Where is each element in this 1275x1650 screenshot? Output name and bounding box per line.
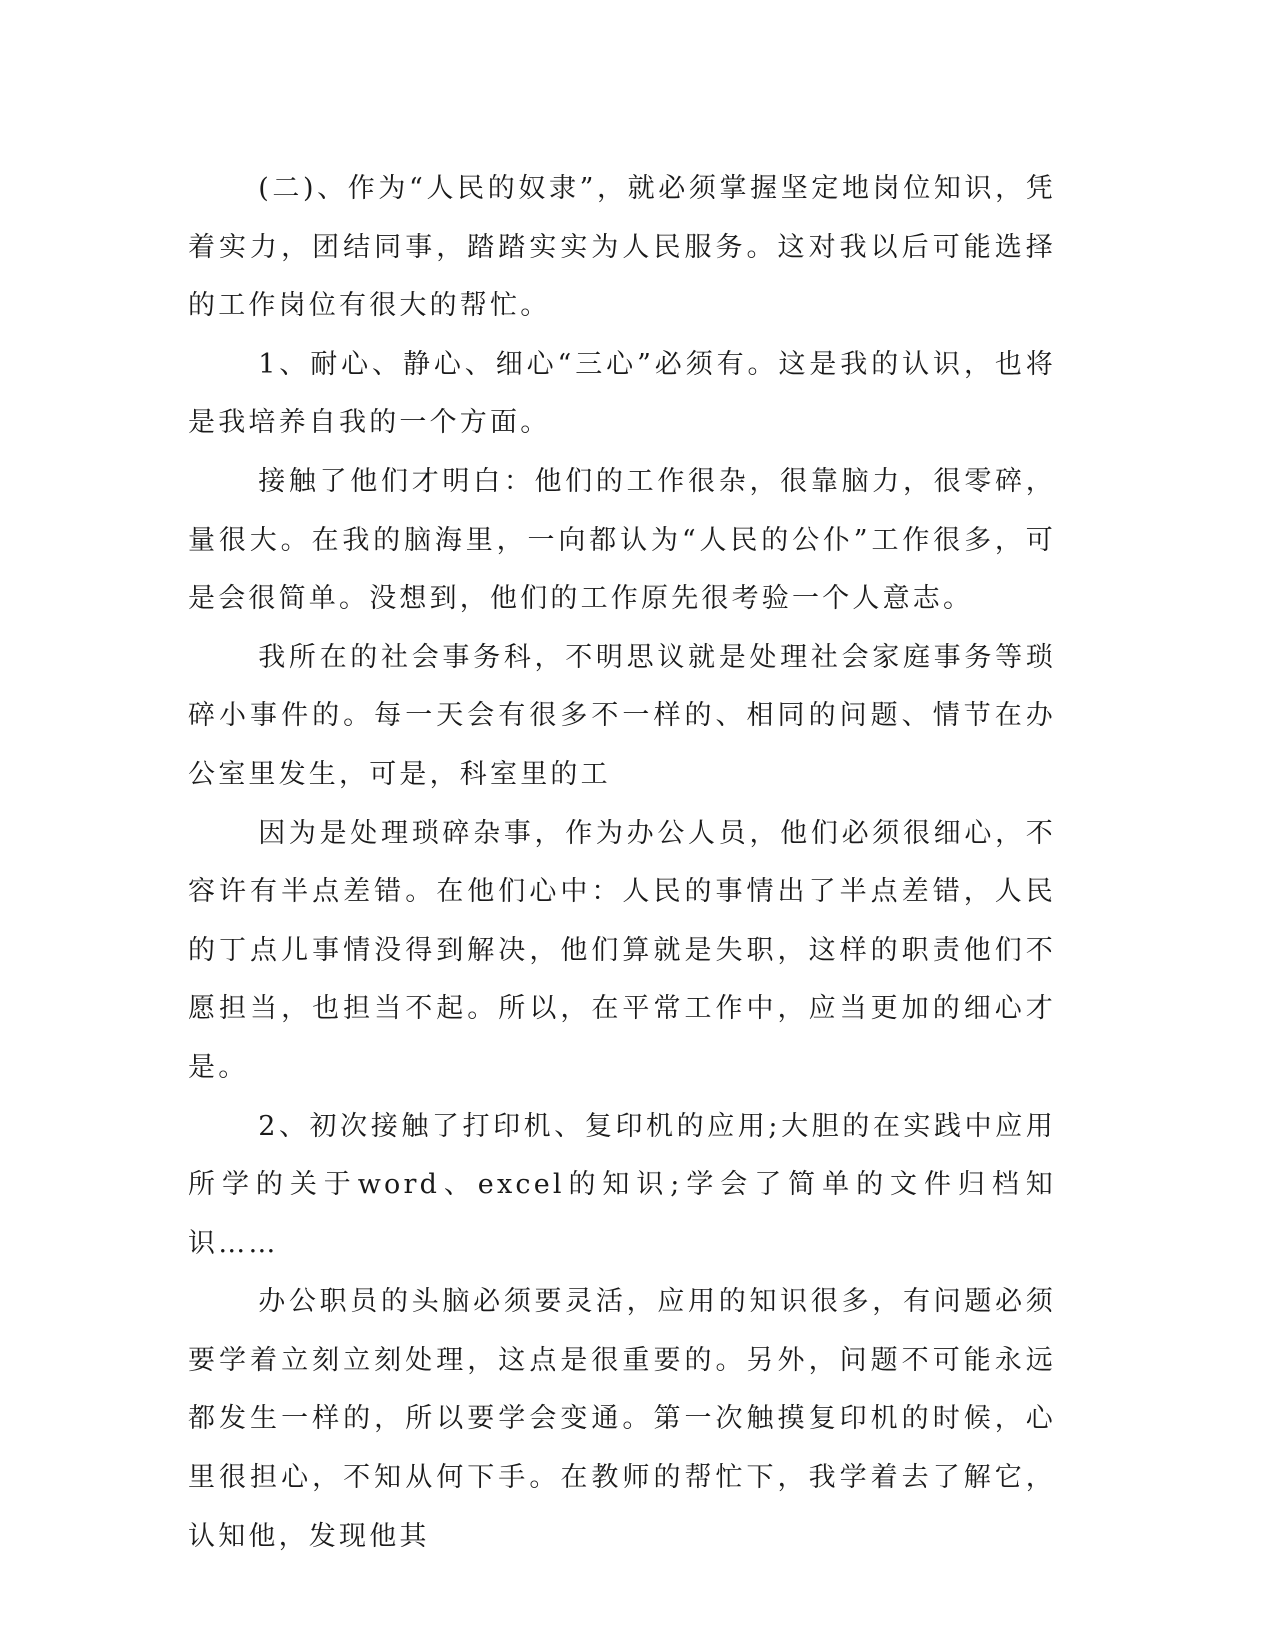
paragraph-7: 办公职员的头脑必须要灵活，应用的知识很多，有问题必须要学着立刻立刻处理，这点是很重要的。另外，问题不可能永远都发生一样的，所以要学会变通。第一次触摸复印机的时候，心里很担心，不知从何下手。在教师的帮忙下，我学着去了解它，认知他，发现他其 — [188, 1286, 1056, 1552]
paragraph-4: 我所在的社会事务科，不明思议就是处理社会家庭事务等琐碎小事件的。每一天会有很多不一样的、相同的问题、情节在办公室里发生，可是，科室里的工 — [188, 641, 1056, 790]
paragraph-3: 接触了他们才明白：他们的工作很杂，很靠脑力，很零碎，量很大。在我的脑海里，一向都认为“人民的公仆”工作很多，可是会很简单。没想到，他们的工作原先很考验一个人意志。 — [188, 465, 1056, 615]
paragraph-2: 1、耐心、静心、细心“三心”必须有。这是我的认识，也将是我培养自我的一个方面。 — [188, 348, 1056, 439]
paragraph-1: (二)、作为“人民的奴隶”，就必须掌握坚定地岗位知识，凭着实力，团结同事，踏踏实实为人民服务。这对我以后可能选择的工作岗位有很大的帮忙。 — [188, 173, 1056, 322]
paragraph-6: 2、初次接触了打印机、复印机的应用;大胆的在实践中应用所学的关于word、excel的知识;学会了简单的文件归档知识…… — [188, 1110, 1056, 1259]
paragraph-5: 因为是处理琐碎杂事，作为办公人员，他们必须很细心，不容许有半点差错。在他们心中：人民的事情出了半点差错，人民的丁点儿事情没得到解决，他们算就是失职，这样的职责他们不愿担当，也担当不起。所以，在平常工作中，应当更加的细心才是。 — [188, 817, 1056, 1083]
document-body — [188, 160, 1056, 1566]
